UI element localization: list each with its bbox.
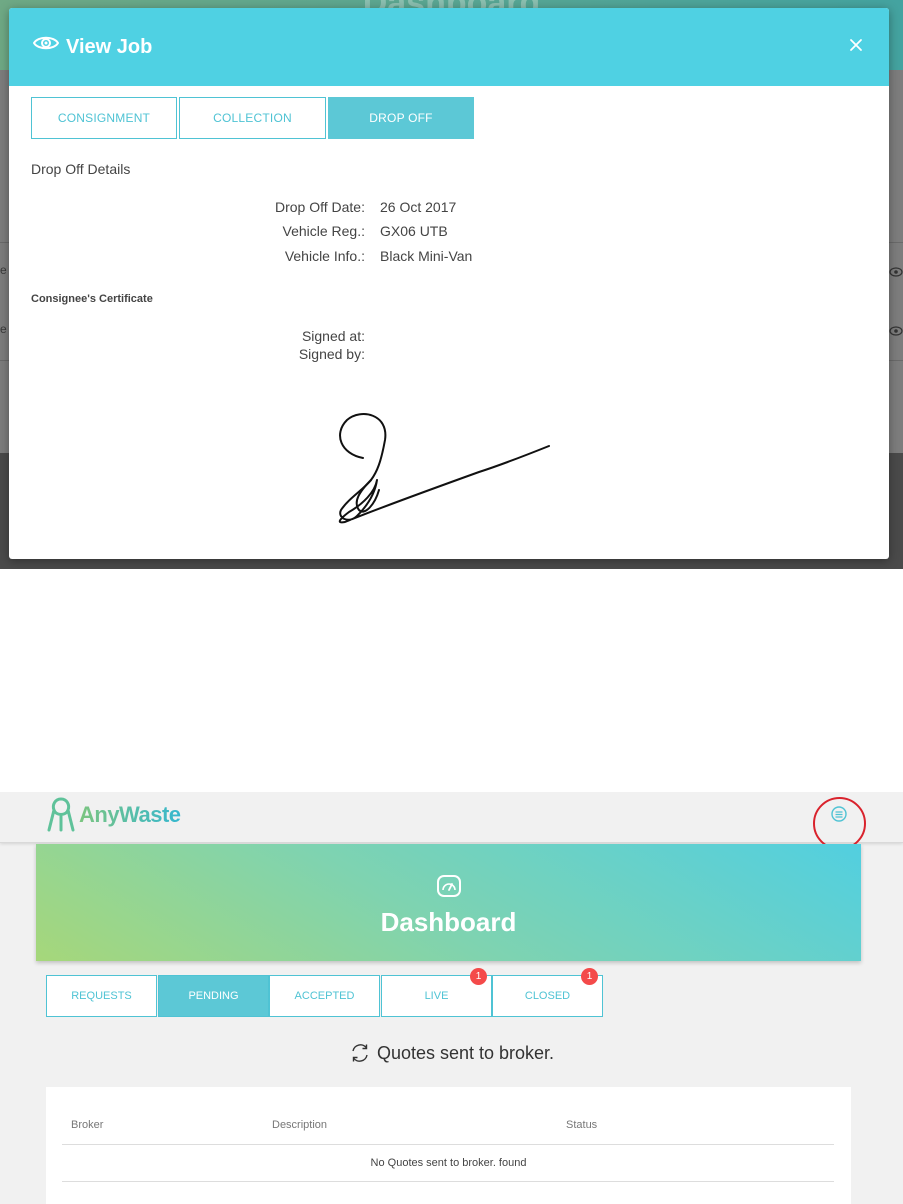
vehicle-reg-label: Vehicle Reg.: bbox=[282, 223, 365, 239]
modal-header bbox=[9, 8, 889, 86]
close-icon[interactable] bbox=[849, 38, 863, 52]
column-header-broker: Broker bbox=[71, 1119, 104, 1131]
dashboard-screenshot bbox=[0, 792, 903, 1204]
tab-label: ACCEPTED bbox=[294, 990, 355, 1002]
vehicle-info-value: Black Mini-Van bbox=[380, 248, 473, 264]
table-divider bbox=[62, 1181, 834, 1182]
tab-pending[interactable] bbox=[158, 975, 269, 1017]
background-row-edge: e bbox=[0, 263, 7, 277]
speedometer-icon bbox=[436, 874, 462, 898]
section-heading bbox=[0, 1042, 903, 1064]
quotes-table bbox=[46, 1087, 851, 1204]
column-header-status: Status bbox=[566, 1119, 598, 1131]
tab-requests[interactable] bbox=[46, 975, 157, 1017]
drop-off-date-value: 26 Oct 2017 bbox=[380, 199, 457, 215]
brand-logo[interactable] bbox=[46, 796, 181, 834]
anywaste-logo-icon bbox=[46, 796, 76, 834]
drop-off-date-label: Drop Off Date: bbox=[274, 199, 365, 215]
tab-accepted[interactable] bbox=[269, 975, 380, 1017]
refresh-icon bbox=[349, 1042, 371, 1064]
tab-consignment[interactable]: CONSIGNMENT bbox=[31, 97, 177, 139]
column-header-description: Description bbox=[272, 1119, 328, 1131]
signed-by-label: Signed by: bbox=[298, 346, 365, 362]
vehicle-reg-value: GX06 UTB bbox=[380, 223, 448, 239]
view-job-modal bbox=[9, 8, 889, 559]
section-heading-text: Quotes sent to broker. bbox=[376, 1042, 555, 1063]
empty-table-message: No Quotes sent to broker. found bbox=[370, 1157, 527, 1169]
notification-badge: 1 bbox=[470, 968, 487, 985]
tab-label: REQUESTS bbox=[71, 990, 132, 1002]
notification-badge: 1 bbox=[581, 968, 598, 985]
view-job-screenshot bbox=[0, 0, 903, 569]
background-row-edge: e bbox=[0, 322, 7, 336]
dashboard-hero bbox=[36, 844, 861, 961]
tab-label: CLOSED bbox=[524, 990, 571, 1002]
modal-title: View Job bbox=[66, 36, 153, 58]
tab-live[interactable] bbox=[381, 971, 492, 1017]
signature-image bbox=[319, 406, 559, 526]
tab-label: LIVE bbox=[424, 990, 449, 1002]
tab-label: PENDING bbox=[188, 990, 239, 1002]
highlight-annotation-ring bbox=[813, 797, 866, 850]
tab-closed[interactable] bbox=[492, 971, 603, 1017]
top-navbar bbox=[0, 792, 903, 843]
drop-off-details-heading: Drop Off Details bbox=[31, 161, 131, 177]
table-divider bbox=[62, 1144, 834, 1145]
tab-collection[interactable]: COLLECTION bbox=[179, 97, 326, 139]
background-eye-icon bbox=[889, 326, 903, 336]
eye-icon bbox=[33, 34, 59, 52]
brand-name: AnyWaste bbox=[79, 802, 181, 827]
background-eye-icon bbox=[889, 267, 903, 277]
signed-at-label: Signed at: bbox=[301, 328, 365, 344]
tab-drop-off[interactable]: DROP OFF bbox=[328, 97, 474, 139]
dashboard-title: Dashboard bbox=[380, 907, 517, 937]
consignee-certificate-heading: Consignee's Certificate bbox=[31, 293, 153, 305]
vehicle-info-label: Vehicle Info.: bbox=[284, 248, 365, 264]
